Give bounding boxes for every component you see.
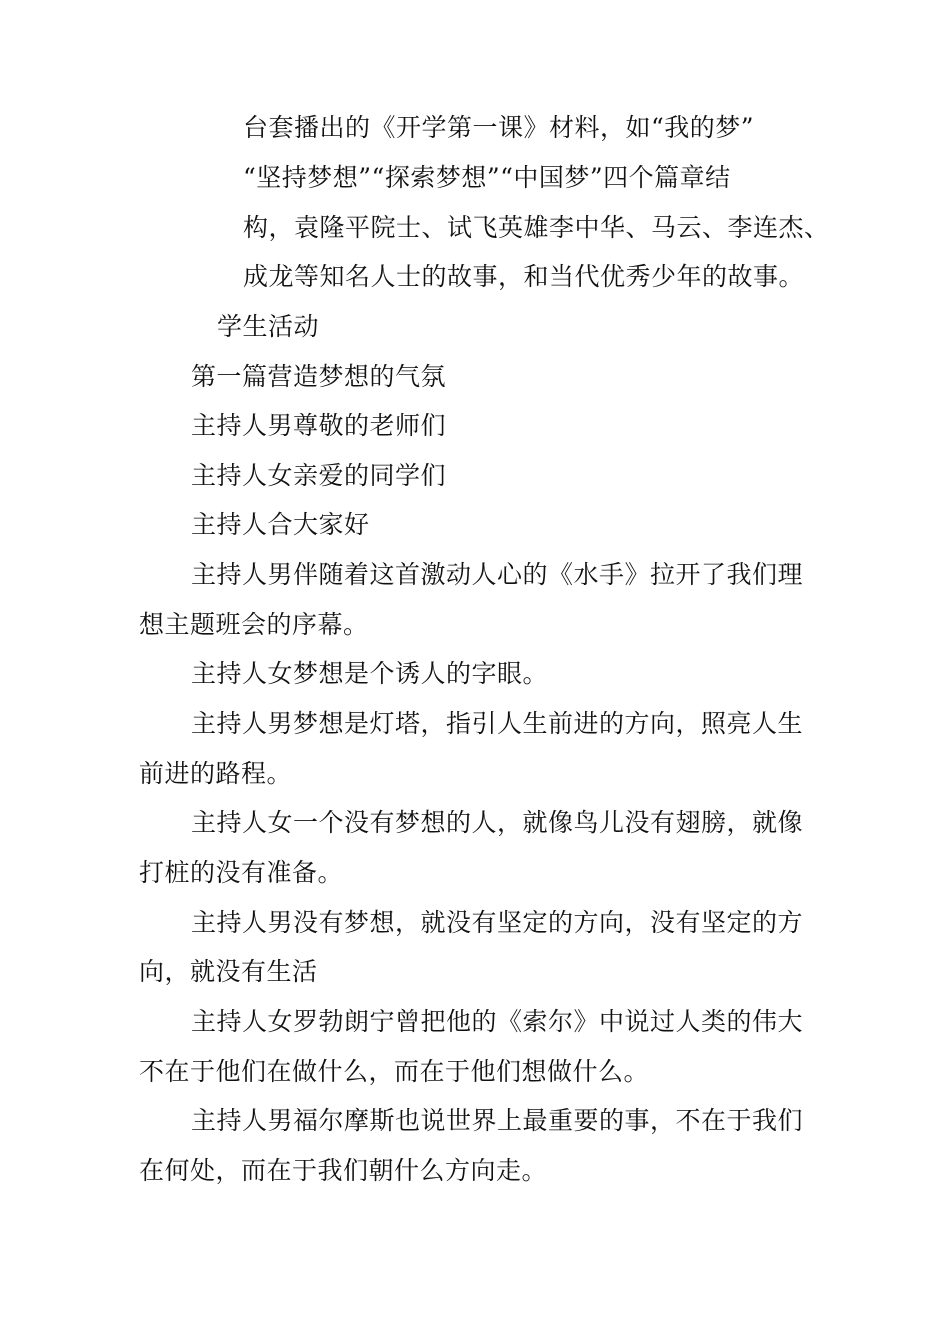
dialogue-line-continued: 前进的路程。 [139,759,293,788]
section-heading: 学生活动 [217,312,320,341]
dialogue-line: 主持人男伴随着这首激动人心的《水手》拉开了我们理 [191,560,804,589]
dialogue-line-continued: 想主题班会的序幕。 [139,610,369,639]
dialogue-line: 主持人男没有梦想，就没有坚定的方向，没有坚定的方 [191,908,804,937]
dialogue-line-continued: 向，就没有生活 [139,957,318,986]
dialogue-line: 主持人男福尔摩斯也说世界上最重要的事，不在于我们 [191,1106,804,1135]
dialogue-line: 主持人女罗勃朗宁曾把他的《索尔》中说过人类的伟大 [191,1007,804,1036]
intro-line-2: “坚持梦想”“探索梦想”“中国梦”四个篇章结 [243,163,731,192]
dialogue-line: 主持人女亲爱的同学们 [191,461,447,490]
dialogue-line-continued: 打桩的没有准备。 [139,858,344,887]
dialogue-line: 主持人男梦想是灯塔，指引人生前进的方向，照亮人生 [191,709,804,738]
intro-line-3: 构，袁隆平院士、试飞英雄李中华、马云、李连杰、 [243,213,830,242]
intro-line-1: 台套播出的《开学第一课》材料，如“我的梦” [243,113,755,142]
dialogue-line: 主持人女一个没有梦想的人，就像鸟儿没有翅膀，就像 [191,808,804,837]
part-title: 第一篇营造梦想的气氛 [191,362,447,391]
dialogue-line-continued: 在何处，而在于我们朝什么方向走。 [139,1156,548,1185]
dialogue-line: 主持人合大家好 [191,510,370,539]
dialogue-line: 主持人男尊敬的老师们 [191,411,447,440]
dialogue-line-continued: 不在于他们在做什么，而在于他们想做什么。 [139,1057,650,1086]
intro-line-4: 成龙等知名人士的故事，和当代优秀少年的故事。 [243,262,805,291]
dialogue-line: 主持人女梦想是个诱人的字眼。 [191,659,549,688]
